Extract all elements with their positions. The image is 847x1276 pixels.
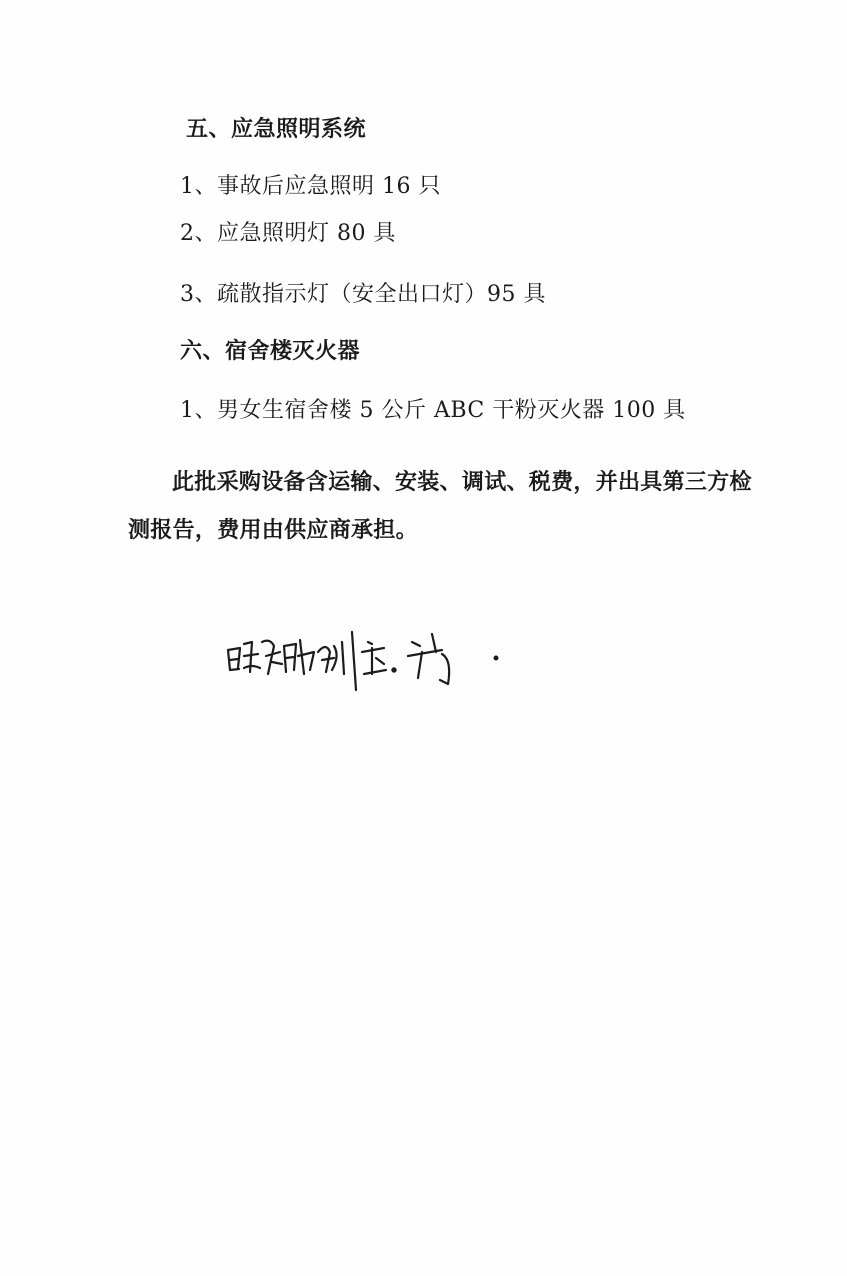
handwritten-signature bbox=[222, 612, 512, 702]
list-item: 3、疏散指示灯（安全出口灯）95 具 bbox=[180, 282, 546, 307]
section-heading-emergency-lighting: 五、应急照明系统 bbox=[186, 116, 367, 142]
list-item: 1、男女生宿舍楼 5 公斤 ABC 干粉灭火器 100 具 bbox=[180, 398, 686, 423]
section-heading-dorm-extinguishers: 六、宿舍楼灭火器 bbox=[180, 338, 361, 364]
closing-paragraph: 此批采购设备含运输、安装、调试、税费，并出具第三方检测报告，费用由供应商承担。 bbox=[128, 469, 752, 543]
list-item: 2、应急照明灯 80 具 bbox=[180, 221, 396, 246]
list-item: 1、事故后应急照明 16 只 bbox=[180, 174, 441, 199]
signature-drawing bbox=[222, 612, 512, 702]
